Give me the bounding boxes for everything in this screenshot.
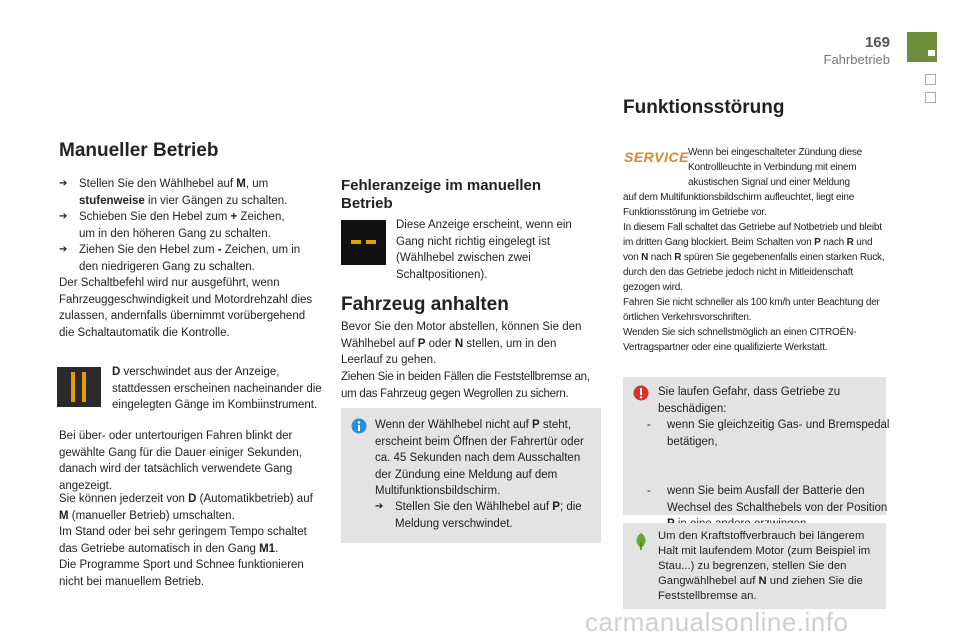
info-icon (351, 418, 367, 439)
fault-display-title: Fehleranzeige im manuellen Betrieb (341, 177, 542, 212)
stop-vehicle-title: Fahrzeug anhalten (341, 294, 509, 315)
manual-mode-bullets: ➔ Stellen Sie den Wählhebel auf M, um stufenweise in vier Gängen zu schalten. ➔ Schieben Sie den Hebel zum + Zeichen, um in den höheren Gang zu schalten. ➔ Ziehen Sie den Hebel zum - Zeichen, um in den niedrigeren Gang zu schalten. (59, 176, 321, 275)
fault-display-text: Diese Anzeige erscheint, wenn ein Gang nicht richtig eingelegt ist (Wählhebel zwischen zwei Schaltpositionen). (396, 219, 572, 281)
malfunction-intro-top: Wenn bei eingeschalteter Zündung diese Kontrollleuchte in Verbindung mit einem akustischen Signal und einer Meldung (688, 147, 863, 188)
info-note-box (341, 408, 601, 543)
section-title: Fahrbetrieb (823, 52, 890, 67)
info-note-text: Wenn der Wählhebel nicht auf P steht, erscheint beim Öffnen der Fahrertür oder ca. 45 Sekunden nach dem Ausschalten der Zündung eine Meldung auf dem Multifunktionsbildschirm. (375, 419, 584, 497)
service-warning-icon: SERVICE (624, 149, 689, 165)
shift-info-text: Der Schaltbefehl wird nur ausgeführt, wenn Fahrzeuggeschwindigkeit und Motordrehzahl dies zulassen, andernfalls übernimmt vorübergehend die Schaltautomatik die Kontrolle. (59, 277, 313, 339)
chapter-tab[interactable] (925, 92, 936, 103)
warning-item: - wenn Sie beim Ausfall der Batterie den Wechsel des Schalthebels von der Position (647, 485, 888, 514)
bullet-item: ➔ Stellen Sie den Wählhebel auf M, um (59, 178, 269, 190)
gear-fault-icon (341, 220, 386, 265)
malfunction-body: auf dem Multifunktionsbildschirm aufleuchtet, liegt eine Funktionsstörung im Getriebe vor. In diesem Fall schaltet das Getriebe auf Notbetrieb und bleibt im dritten Gang blockiert. Beim Schalten von P nach R und von N nach R spüren Sie gegebenenfalls einen starken Ruck, durch den das Getriebe jedoch nicht in Mitleidenschaft gezogen wird. Fahren Sie nicht schneller als 100 km/h unter Beachtung der örtlichen Verkehrsvorschriften. Wenden Sie sich schnellstmöglich an einen CITROËN-Vertragspartner oder eine qualifizierte Werkstatt. (623, 192, 885, 353)
parking-brake-text: Ziehen Sie in beiden Fällen die Feststellbremse an, um das Fahrzeug gegen Wegrollen zu sichern. (341, 371, 590, 400)
page-number: 169 (864, 34, 890, 51)
warning-note-box (623, 377, 890, 515)
watermark: carmanualsonline.info (585, 607, 849, 637)
over-under-rev-text: Bei über- oder untertourigen Fahren blinkt der gewählte Gang für die Dauer einiger Sekunden, danach wird der tatsächlich verwendete Gang angezeigt. (59, 430, 302, 492)
chapter-tab[interactable] (925, 74, 936, 85)
warning-item: - wenn Sie gleichzeitig Gas- und Bremspedal betätigen, (647, 419, 890, 448)
stop-vehicle-text: Bevor Sie den Motor abstellen, können Sie den Wählhebel auf P oder N stellen, um in den Leerlauf zu gehen. (341, 321, 582, 366)
warning-intro: Sie laufen Gefahr, dass Getriebe zu beschädigen: (658, 386, 841, 415)
malfunction-title: Funktionsstörung (623, 97, 785, 118)
bullet-item: ➔ Schieben Sie den Hebel zum + Zeichen, (59, 211, 285, 223)
programs-text: Die Programme Sport und Schnee funktionieren nicht bei manuellem Betrieb. (59, 559, 304, 588)
eco-leaf-icon (632, 532, 650, 555)
switch-mode-text: Sie können jederzeit von D (Automatikbetrieb) auf M (manueller Betrieb) umschalten. (59, 493, 313, 522)
chapter-tab-active[interactable] (907, 32, 937, 62)
eco-note-text: Um den Kraftstoffverbrauch bei längerem Halt mit laufendem Motor (zum Beispiel im Stau...) zu begrenzen, stellen Sie den Gangwählhebel auf N und ziehen Sie die Feststellbremse an. (658, 530, 871, 602)
bullet-item: ➔ Ziehen Sie den Hebel zum - Zeichen, um in (59, 244, 301, 256)
manual-mode-title: Manueller Betrieb (59, 140, 219, 161)
gear-display-icon (57, 367, 101, 407)
d-disappears-text: D verschwindet aus der Anzeige, stattdessen erscheinen nacheinander die eingelegten Gänge im Kombiinstrument. (112, 366, 322, 411)
info-note-bullet: ➔ Stellen Sie den Wählhebel auf P; die Meldung verschwindet. (375, 501, 582, 530)
standstill-text: Im Stand oder bei sehr geringem Tempo schaltet das Getriebe automatisch in den Gang M1. (59, 526, 307, 555)
warning-icon (633, 385, 649, 406)
eco-note-box (623, 523, 886, 609)
